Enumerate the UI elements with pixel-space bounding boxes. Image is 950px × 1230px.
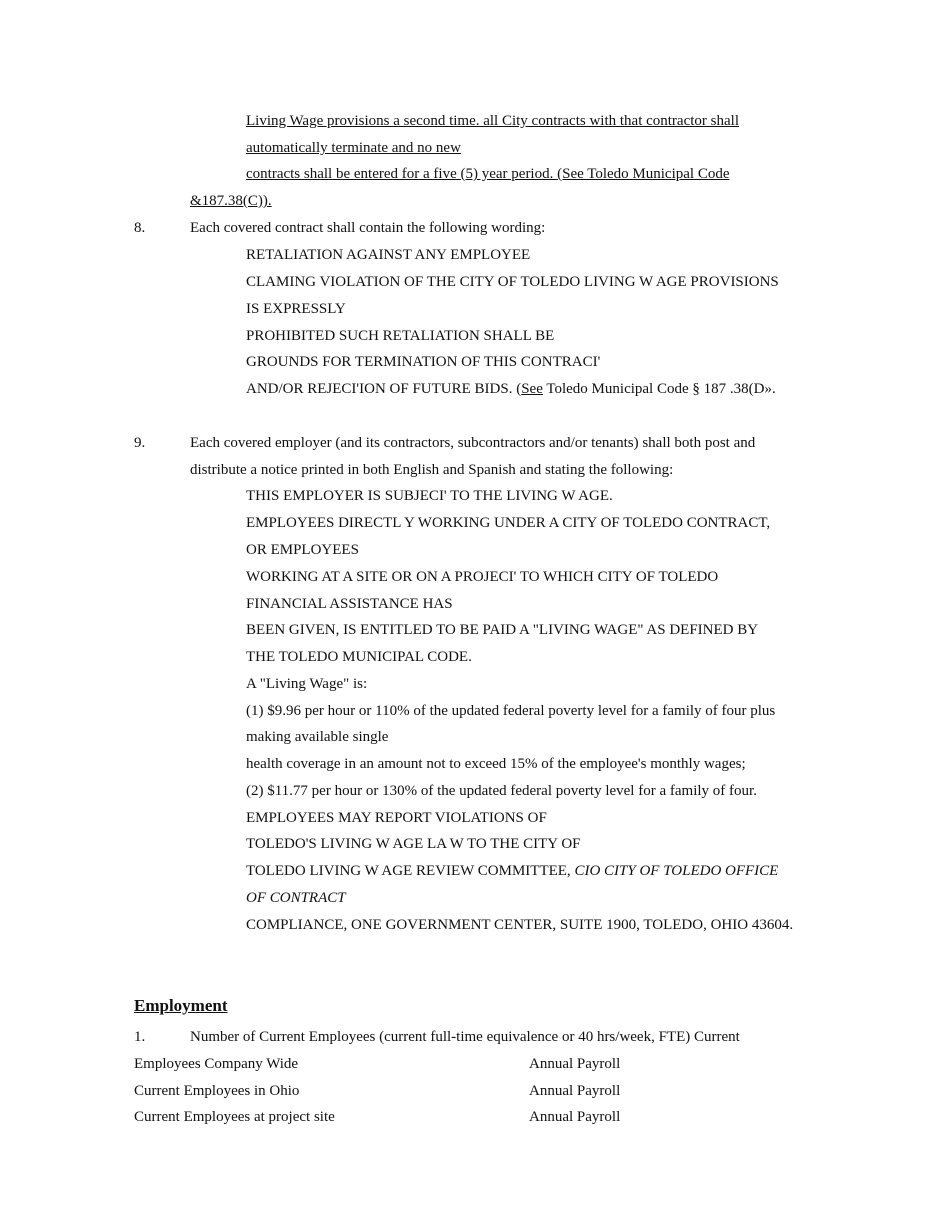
employment-q-number: 1.	[134, 1029, 146, 1045]
continuation-line-1: Living Wage provisions a second time. all City contracts with that contractor shall	[246, 113, 739, 129]
item-8-number: 8.	[134, 220, 146, 236]
item-8-last-line	[246, 380, 776, 398]
item-8-line: RETALIATION AGAINST ANY EMPLOYEE	[246, 247, 531, 263]
continuation-line-2: automatically terminate and no new	[246, 140, 461, 156]
item-9-line: (1) $9.96 per hour or 110% of the updated federal poverty level for a family of four plus	[246, 703, 776, 719]
item-8-intro: Each covered contract shall contain the following wording:	[190, 220, 546, 236]
item-9-line: EMPLOYEES DIRECTL Y WORKING UNDER A CITY OF TOLEDO CONTRACT,	[246, 515, 771, 531]
employment-row-payroll: Annual Payroll	[529, 1109, 621, 1125]
item-8-line: GROUNDS FOR TERMINATION OF THIS CONTRACI'	[246, 354, 601, 370]
item-9-number: 9.	[134, 435, 146, 451]
employment-row-label: Current Employees in Ohio	[134, 1083, 300, 1099]
item-9-office-line: OF CONTRACT	[246, 890, 346, 906]
employment-row-label: Current Employees at project site	[134, 1109, 335, 1125]
item-9-line: TOLEDO'S LIVING W AGE LA W TO THE CITY OF	[246, 836, 581, 852]
item-8-line: IS EXPRESSLY	[246, 301, 346, 317]
item-9-line: EMPLOYEES MAY REPORT VIOLATIONS OF	[246, 810, 547, 826]
item-9-intro-1: Each covered employer (and its contractors, subcontractors and/or tenants) shall both post and	[190, 435, 756, 451]
item-9-line: (2) $11.77 per hour or 130% of the updated federal poverty level for a family of four.	[246, 783, 757, 799]
continuation-line-4: &187.38(C)).	[190, 193, 272, 209]
item-8-last-pre: AND/OR REJECI'ION OF FUTURE BIDS. (	[246, 381, 522, 397]
item-8-see-link: See	[521, 381, 543, 397]
item-9-line: A "Living Wage" is:	[246, 676, 368, 692]
item-9-line: making available single	[246, 729, 389, 745]
continuation-line-3: contracts shall be entered for a five (5) year period. (See Toledo Municipal Code	[246, 166, 730, 182]
employment-row-payroll: Annual Payroll	[529, 1083, 621, 1099]
item-9-line: THIS EMPLOYER IS SUBJECI' TO THE LIVING W AGE.	[246, 488, 613, 504]
item-9-line: health coverage in an amount not to exceed 15% of the employee's monthly wages;	[246, 756, 746, 772]
employment-q-text: Number of Current Employees (current full-time equivalence or 40 hrs/week, FTE) Current	[190, 1029, 740, 1045]
item-9-line: THE TOLEDO MUNICIPAL CODE.	[246, 649, 472, 665]
item-9-line: WORKING AT A SITE OR ON A PROJECI' TO WHICH CITY OF TOLEDO	[246, 569, 719, 585]
item-8-line: PROHIBITED SUCH RETALIATION SHALL BE	[246, 328, 555, 344]
employment-row-label: Employees Company Wide	[134, 1056, 299, 1072]
item-9-address-line: COMPLIANCE, ONE GOVERNMENT CENTER, SUITE 1900, TOLEDO, OHIO 43604.	[246, 917, 794, 933]
employment-heading: Employment	[134, 996, 228, 1015]
item-9-intro-2: distribute a notice printed in both English and Spanish and stating the following:	[190, 462, 674, 478]
item-9-line: FINANCIAL ASSISTANCE HAS	[246, 596, 453, 612]
item-9-committee-italic: CIO CITY OF TOLEDO OFFICE	[574, 863, 779, 879]
item-9-committee-pre: TOLEDO LIVING W AGE REVIEW COMMITTEE,	[246, 863, 575, 879]
employment-row-payroll: Annual Payroll	[529, 1056, 621, 1072]
item-9-line: BEEN GIVEN, IS ENTITLED TO BE PAID A "LIVING WAGE" AS DEFINED BY	[246, 622, 759, 638]
item-8-line: CLAMING VIOLATION OF THE CITY OF TOLEDO LIVING W AGE PROVISIONS	[246, 274, 779, 290]
item-9-line: OR EMPLOYEES	[246, 542, 359, 558]
item-8-last-post: Toledo Municipal Code § 187 .38(D».	[542, 381, 776, 397]
item-9-committee-line	[246, 862, 778, 880]
